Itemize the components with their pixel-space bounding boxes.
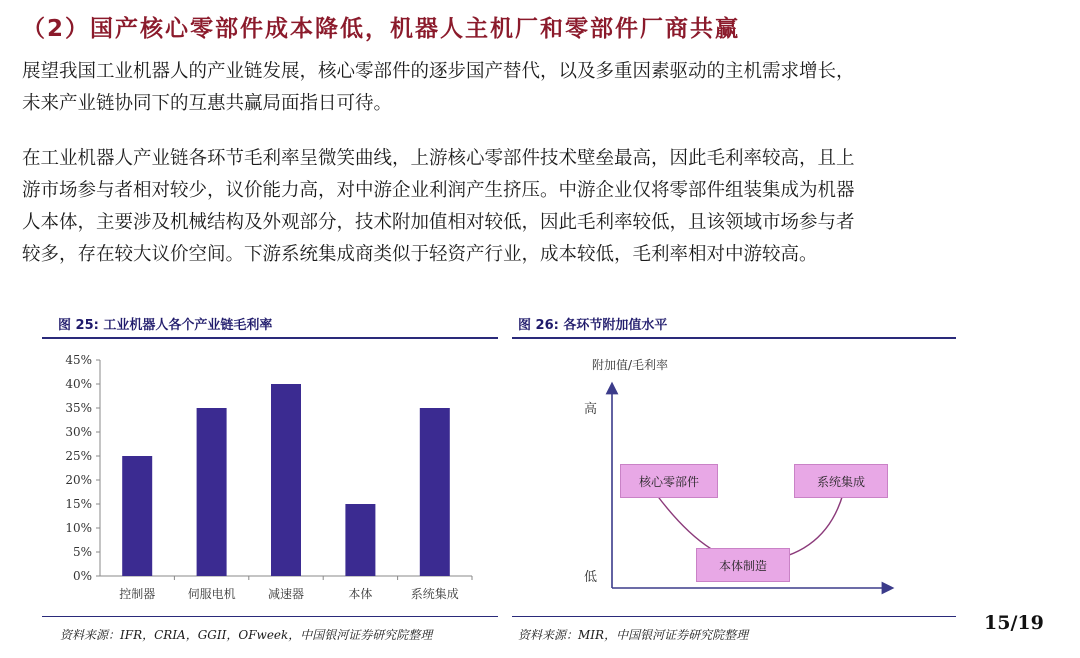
core-components-box: 核心零部件 xyxy=(620,464,718,498)
bar-2 xyxy=(271,384,301,576)
figure-26-top-rule xyxy=(512,337,956,339)
y-tick-label: 20% xyxy=(65,473,92,487)
page-number: 15/19 xyxy=(984,612,1044,634)
figure-25-top-rule xyxy=(42,337,498,339)
y-tick-label: 40% xyxy=(65,377,92,391)
high-label: 高 xyxy=(584,402,598,417)
paragraph-line: 在工业机器人产业链各环节毛利率呈微笑曲线，上游核心零部件技术壁垒最高，因此毛利率较高，且上 xyxy=(22,148,855,169)
y-tick-label: 25% xyxy=(65,449,92,463)
y-tick-label: 10% xyxy=(65,521,92,535)
figure-26-bottom-rule xyxy=(512,616,956,617)
section-heading: （2）国产核心零部件成本降低，机器人主机厂和零部件厂商共赢 xyxy=(22,16,741,42)
figure-26-title: 图 26: 各环节附加值水平 xyxy=(518,318,668,333)
paragraph-outlook xyxy=(22,56,1062,120)
x-category-label: 控制器 xyxy=(119,587,156,601)
system-integration-box: 系统集成 xyxy=(794,464,888,498)
paragraph-line: 游市场参与者相对较少，议价能力高，对中游企业利润产生挤压。中游企业仅将零部件组装集成为机器 xyxy=(22,180,855,201)
bar-4 xyxy=(420,408,450,576)
value-added-smile-diagram xyxy=(560,344,900,610)
y-tick-label: 35% xyxy=(65,401,92,415)
y-tick-label: 5% xyxy=(72,545,92,559)
paragraph-smile-curve xyxy=(22,143,1062,271)
figure-26-source: 资料来源：MIR，中国银河证券研究院整理 xyxy=(518,628,749,642)
x-category-label: 伺服电机 xyxy=(187,587,236,601)
figure-25-bottom-rule xyxy=(42,616,498,617)
y-tick-label: 0% xyxy=(72,569,92,583)
gross-margin-bar-chart xyxy=(42,344,482,610)
y-axis-label: 附加值/毛利率 xyxy=(592,358,669,372)
figure-25-source: 资料来源：IFR，CRIA，GGII，OFweek，中国银河证券研究院整理 xyxy=(60,628,433,642)
x-category-label: 本体 xyxy=(348,587,373,601)
bar-1 xyxy=(197,408,227,576)
paragraph-line: 展望我国工业机器人的产业链发展，核心零部件的逐步国产替代，以及多重因素驱动的主机需求增长， xyxy=(22,61,855,82)
y-tick-label: 45% xyxy=(65,353,92,367)
paragraph-line: 未来产业链协同下的互惠共赢局面指日可待。 xyxy=(22,93,393,114)
x-category-label: 系统集成 xyxy=(410,587,459,601)
bar-3 xyxy=(345,504,375,576)
x-category-label: 减速器 xyxy=(267,587,305,601)
figure-25-title: 图 25: 工业机器人各个产业链毛利率 xyxy=(58,318,273,333)
y-tick-label: 30% xyxy=(65,425,92,439)
paragraph-line: 人本体，主要涉及机械结构及外观部分，技术附加值相对较低，因此毛利率较低，且该领域市场参与者 xyxy=(22,212,855,233)
paragraph-line: 较多，存在较大议价空间。下游系统集成商类似于轻资产行业，成本较低，毛利率相对中游较高。 xyxy=(22,244,818,265)
y-tick-label: 15% xyxy=(65,497,92,511)
low-label: 低 xyxy=(584,570,598,585)
robot-body-box: 本体制造 xyxy=(696,548,790,582)
bar-0 xyxy=(122,456,152,576)
